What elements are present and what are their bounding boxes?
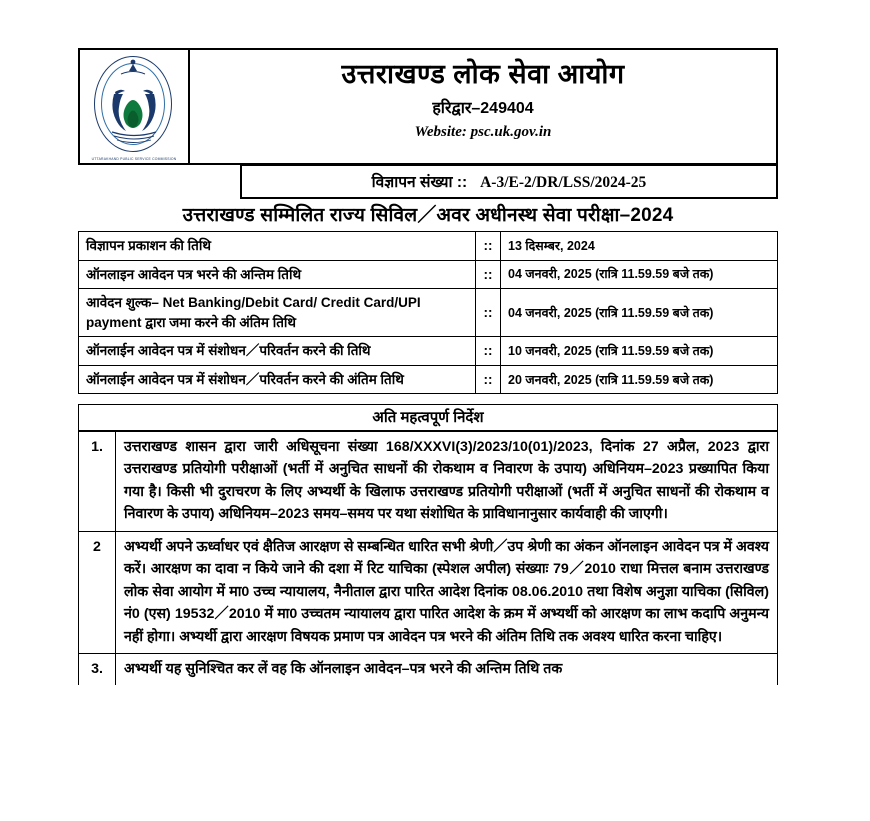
date-separator: :: [476,232,501,261]
organization-website: Website: psc.uk.gov.in [414,123,552,140]
date-value: 20 जनवरी, 2025 (रात्रि 11.59.59 बजे तक) [501,365,778,394]
instructions-title: अति महत्वपूर्ण निर्देश [78,404,778,431]
date-value: 13 दिसम्बर, 2024 [501,232,778,261]
date-label: ऑनलाइन आवेदन पत्र भरने की अन्तिम तिथि [79,260,476,289]
list-item [79,432,778,532]
date-separator: :: [476,337,501,366]
date-value: 10 जनवरी, 2025 (रात्रि 11.59.59 बजे तक) [501,337,778,366]
instructions-section [78,404,778,685]
date-label: विज्ञापन प्रकाशन की तिथि [79,232,476,261]
table-row [79,289,778,337]
date-label: आवेदन शुल्क– Net Banking/Debit Card/ Credit Card/UPI payment द्वारा जमा करने की अंतिम तिथि [79,289,476,337]
date-value: 04 जनवरी, 2025 (रात्रि 11.59.59 बजे तक) [501,260,778,289]
date-separator: :: [476,260,501,289]
advertisement-label: विज्ञापन संख्या :: [371,174,468,191]
important-dates-table [78,231,778,394]
date-label: ऑनलाईन आवेदन पत्र में संशोधन／परिवर्तन करने की तिथि [79,337,476,366]
header-text [190,50,776,163]
organization-city: हरिद्वार–249404 [432,99,534,117]
header-box [78,48,778,165]
date-label: ऑनलाईन आवेदन पत्र में संशोधन／परिवर्तन करने की अंतिम तिथि [79,365,476,394]
instruction-text: उत्तराखण्ड शासन द्वारा जारी अधिसूचना संख्या 168/XXXVI(3)/2023/10(01)/2023, दिनांक 27 अप्रैल, 2023 द्वारा उत्तराखण्ड प्रतियोगी परीक्षाओं (भर्ती में अनुचित साधनों की रोकथाम व निवारण के उपाय) अधिनियम–2023 प्रख्यापित किया गया है। किसी भी दुराचरण के लिए अभ्यर्थी के खिलाफ उत्तराखण्ड प्रतियोगी परीक्षाओं (भर्ती में अनुचित साधनों की रोकथाम व निवारण के उपाय) अधिनियम–2023 समय–समय पर यथा संशोधित के प्राविधानानुसार कार्यवाही की जाएगी। [116,432,778,532]
date-separator: :: [476,365,501,394]
advertisement-number-box [240,164,778,199]
instructions-table [78,431,778,685]
emblem-caption: UTTARAKHAND PUBLIC SERVICE COMMISSION [91,157,177,161]
exam-title: उत्तराखण्ड सम्मिलित राज्य सिविल／अवर अधीनस्थ सेवा परीक्षा–2024 [182,205,674,226]
instruction-text: अभ्यर्थी अपने ऊर्ध्वाधर एवं क्षैतिज आरक्षण से सम्बन्धित धारित सभी श्रेणी／उप श्रेणी का अंकन ऑनलाइन आवेदन पत्र में अवश्य करें। आरक्षण का दावा न किये जाने की दशा में रिट याचिका (स्पेशल अपील) संख्याः 79／2010 राधा मित्तल बनाम उत्तराखण्ड लोक सेवा आयोग में मा0 उच्च न्यायालय, नैनीताल द्वारा पारित आदेश दिनांक 08.06.2010 तथा विशेष अनुज्ञा याचिका (सिविल) नं0 (एस) 19532／2010 में मा0 उच्चतम न्यायालय द्वारा पारित आदेश के क्रम में अभ्यर्थी को आरक्षण का लाभ कदापि अनुमन्य नहीं होगा। अभ्यर्थी द्वारा आरक्षण विषयक प्रमाण पत्र आवेदन पत्र भरने की अंतिम तिथि तक अवश्य धारित करना चाहिए। [116,531,778,653]
commission-emblem-icon [88,54,180,159]
list-item [79,653,778,685]
instruction-text: अभ्यर्थी यह सुनिश्चित कर लें वह कि ऑनलाइन आवेदन–पत्र भरने की अन्तिम तिथि तक [116,653,778,685]
list-item [79,531,778,653]
instruction-number: 3. [79,653,116,685]
date-separator: :: [476,289,501,337]
emblem-artwork-icon [88,54,180,159]
instruction-number: 1. [79,432,116,532]
advertisement-number: A-3/E-2/DR/LSS/2024-25 [480,174,647,191]
logo-cell [80,50,190,163]
table-row [79,365,778,394]
table-row [79,232,778,261]
table-row [79,337,778,366]
table-row [79,260,778,289]
organization-name: उत्तराखण्ड लोक सेवा आयोग [341,59,625,89]
instruction-number: 2 [79,531,116,653]
date-value: 04 जनवरी, 2025 (रात्रि 11.59.59 बजे तक) [501,289,778,337]
